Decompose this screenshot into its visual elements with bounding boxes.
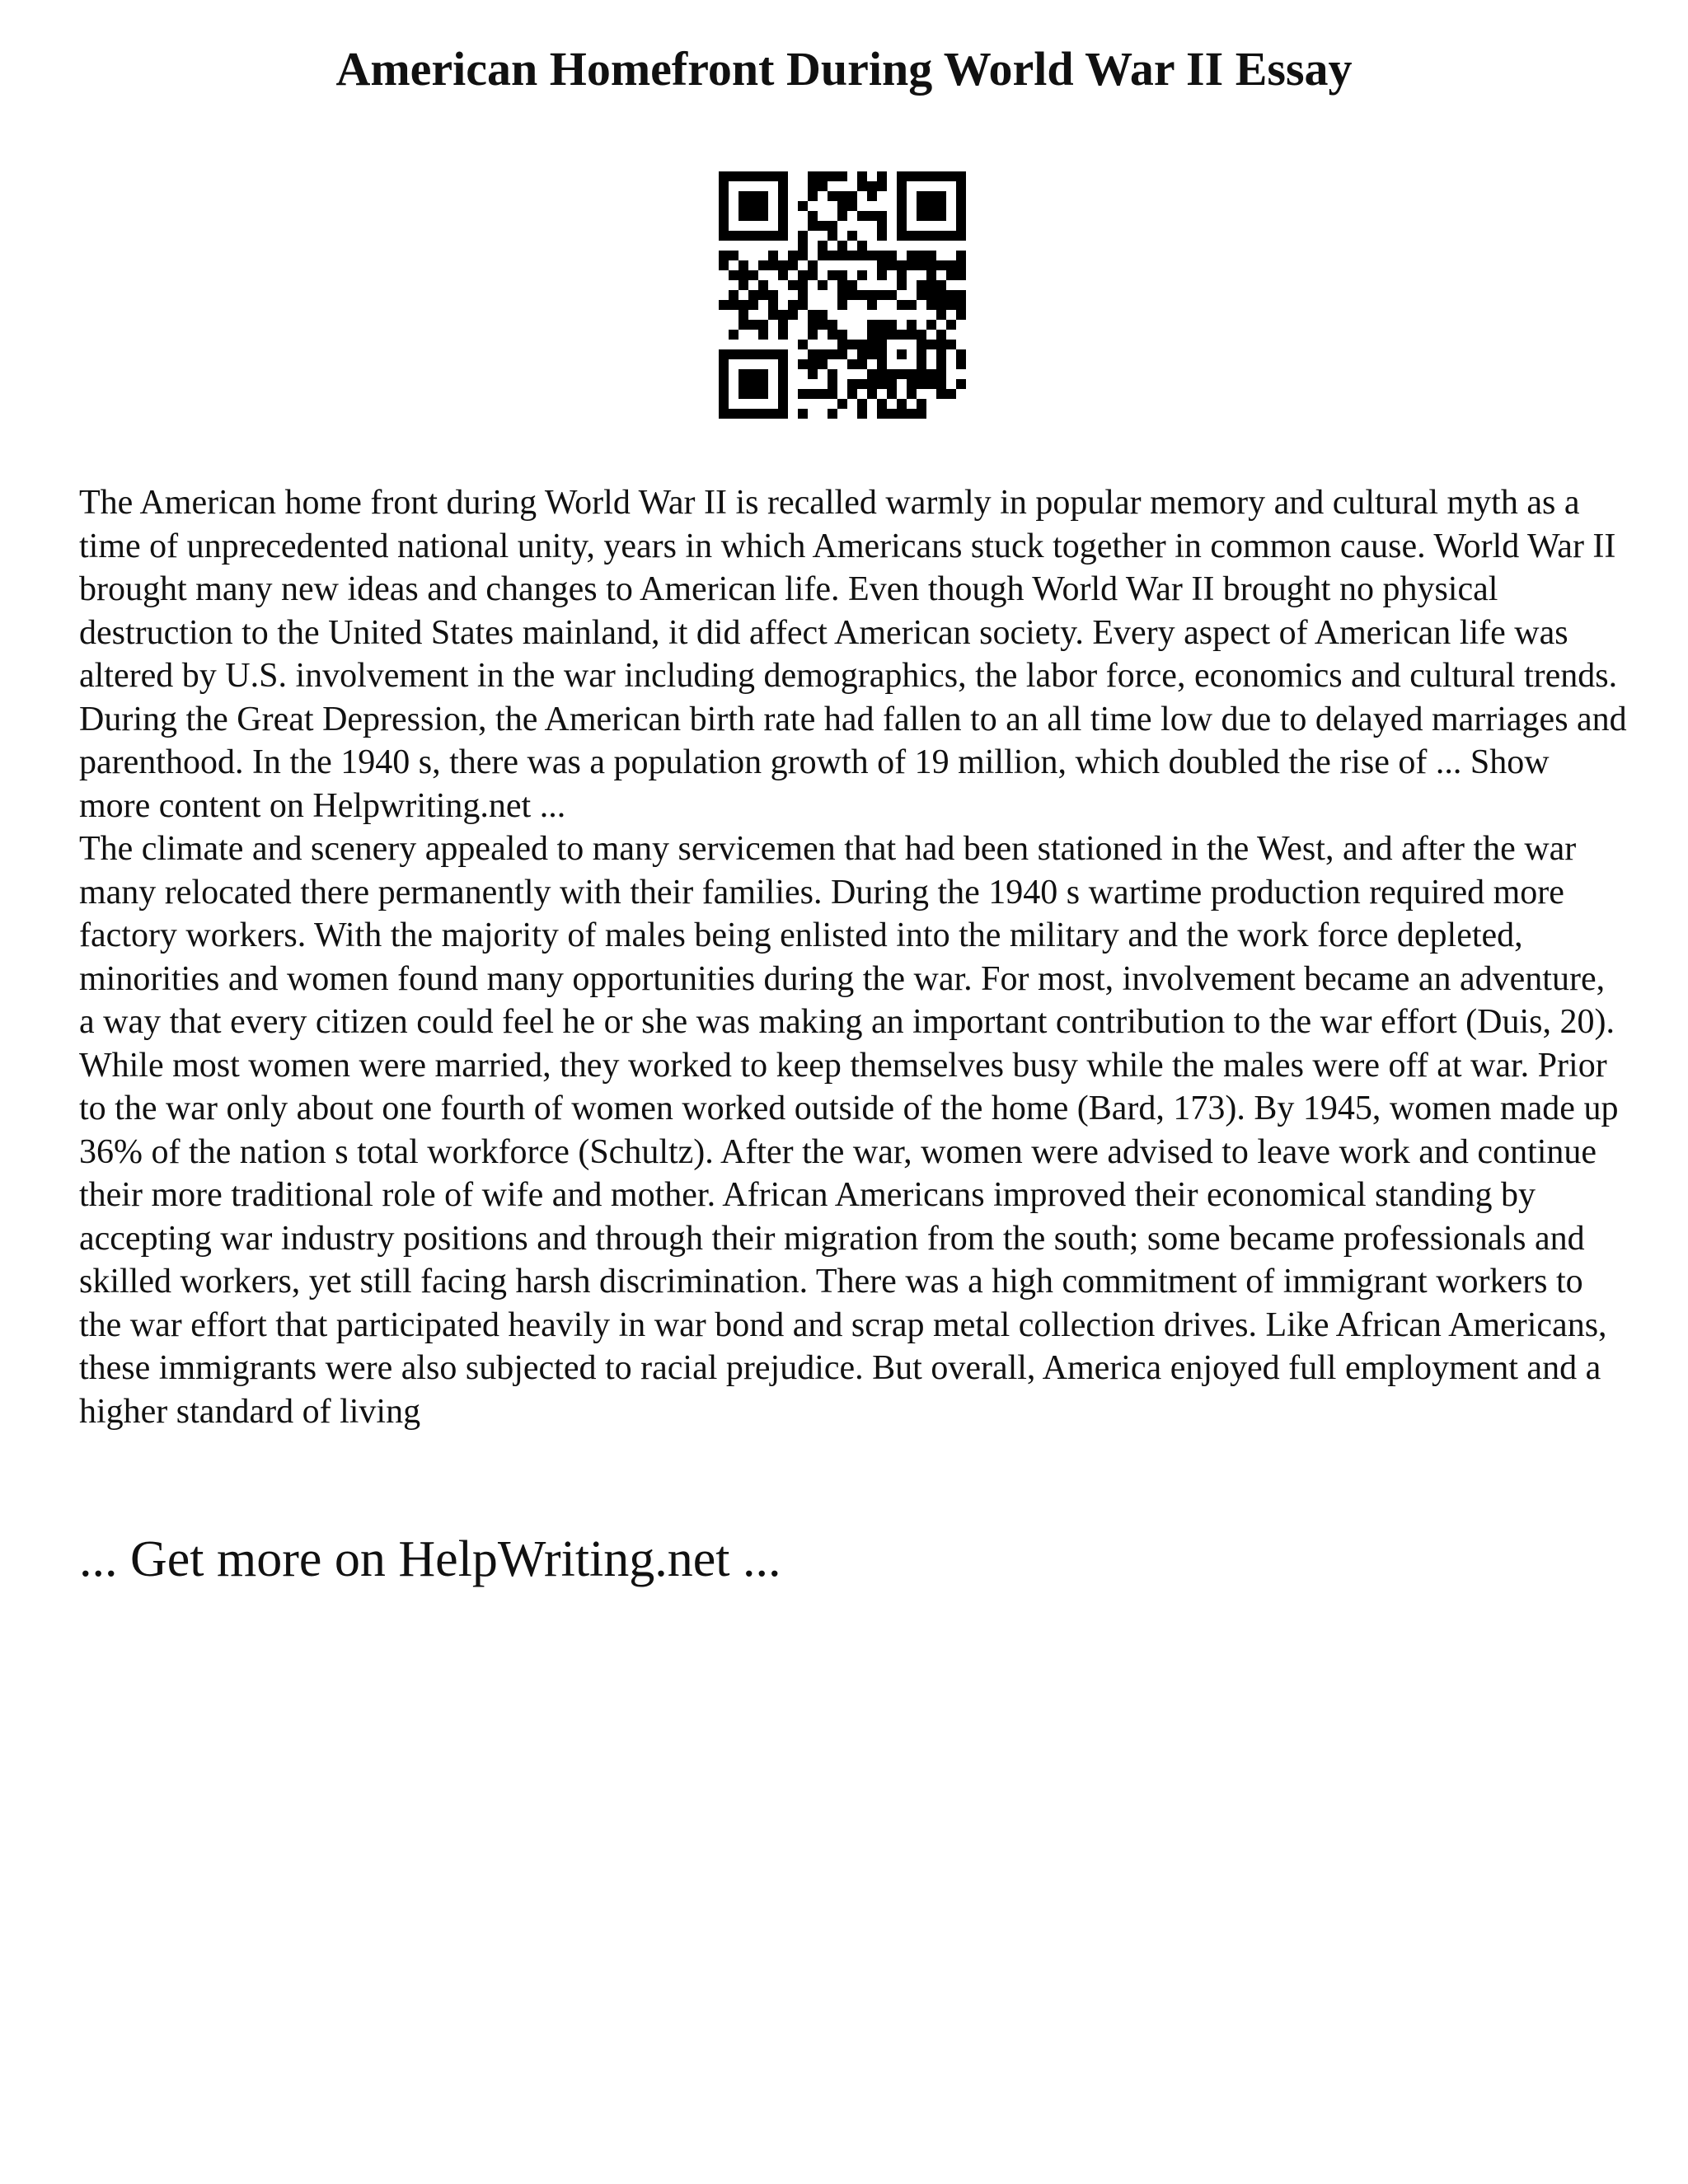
essay-paragraph-2: The climate and scenery appealed to many servicemen that had been stationed in the West, and after the war many relocated there permanently with their families. During the 1940 s wartime production required more factory workers. With the majority of males being enlisted into the military and the work force depleted, minorities and women found many opportunities during the war. For most, involvement became an adventure, a way that every citizen could feel he or she was making an important contribution to the war effort (Duis, 20). While most women were married, they worked to keep themselves busy while the males were off at war. Prior to the war only about one fourth of women worked outside of the home (Bard, 173). By 1945, women made up 36% of the nation s total workforce (Schultz). After the war, women were advised to leave work and continue their more traditional role of wife and mother. African Americans improved their economical standing by accepting war industry positions and through their migration from the south; some became professionals and skilled workers, yet still facing harsh discrimination. There was a high commitment of immigrant workers to the war effort that participated heavily in war bond and scrap metal collection drives. Like African Americans, these immigrants were also subjected to racial prejudice. But overall, America enjoyed full employment and a higher standard of living xyxy=(79,830,1619,1431)
essay-body xyxy=(79,481,1629,1433)
get-more-link[interactable]: ... Get more on HelpWriting.net ... xyxy=(79,1531,781,1587)
qr-code-icon[interactable] xyxy=(719,171,966,419)
page-title: American Homefront During World War II Essay xyxy=(335,42,1353,96)
essay-paragraph-1: The American home front during World War II is recalled warmly in popular memory and cultural myth as a time of unprecedented national unity, years in which Americans stuck together in common cause. World War II brought many new ideas and changes to American life. Even though World War II brought no physical destruction to the United States mainland, it did affect American society. Every aspect of American life was altered by U.S. involvement in the war including demographics, the labor force, economics and cultural trends. During the Great Depression, the American birth rate had fallen to an all time low due to delayed marriages and parenthood. In the 1940 s, there was a population growth of 19 million, which doubled the rise of ... Show more content on Helpwriting.net ... xyxy=(79,484,1627,825)
